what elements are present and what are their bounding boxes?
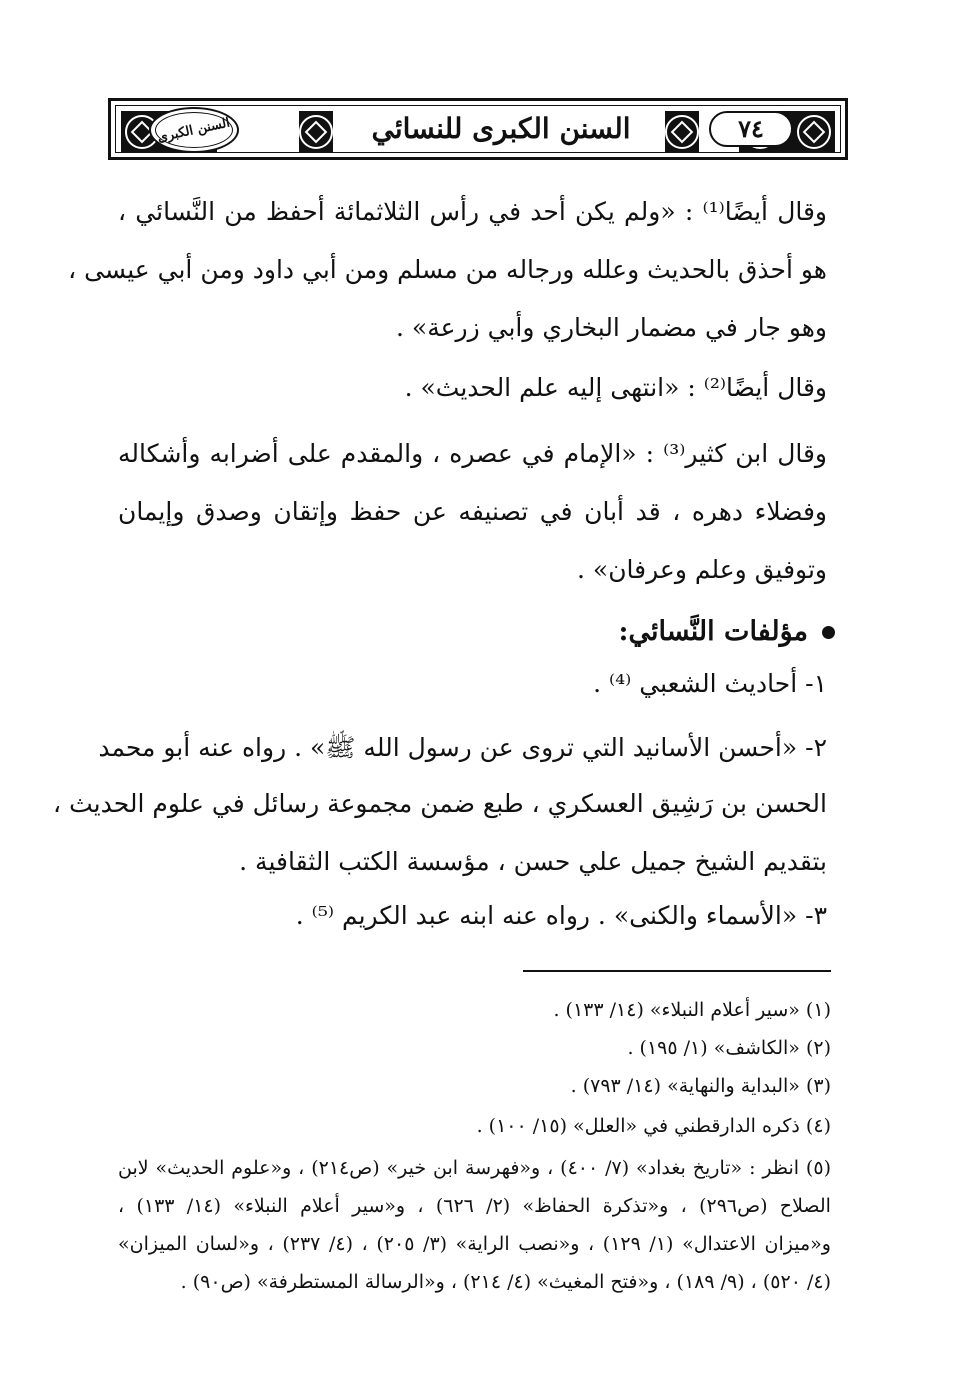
knot-ornament-icon (299, 115, 333, 149)
body-line: وتوفيق وعلم وعرفان» . (577, 555, 827, 584)
bullet-icon (822, 626, 835, 639)
body-line: وقال أيضًا⁽¹⁾ : «ولم يكن أحد في رأس الثلاثمائة أحفظ من النَّسائي ، (118, 197, 828, 226)
knot-ornament-icon (665, 115, 699, 149)
emblem-text: السنن الكبرى (156, 115, 232, 145)
work-item-continuation: الحسن بن رَشِيق العسكري ، طبع ضمن مجموعة رسائل في علوم الحديث ، (53, 789, 827, 818)
footnote: (٤) ذكره الدارقطني في «العلل» (١٥/ ١٠٠) . (476, 1115, 831, 1137)
section-heading (618, 612, 835, 652)
page-header-banner (108, 98, 848, 160)
footnote-continuation: (٤/ ٥٢٠) ، (٩/ ١٨٩) ، و«فتح المغيث» (٤/ ٢١٤) ، و«الرسالة المستطرفة» (ص٩٠) . (180, 1271, 831, 1293)
body-line: هو أحذق بالحديث وعلله ورجاله من مسلم ومن أبي داود ومن أبي عيسى ، (68, 255, 827, 284)
footnote: (٥) انظر : «تاريخ بغداد» (٧/ ٤٠٠) ، و«فهرسة ابن خير» (ص٢١٤) ، و«علوم الحديث» لابن (118, 1157, 831, 1179)
body-line: وقال أيضًا⁽²⁾ : «انتهى إليه علم الحديث» . (404, 373, 827, 402)
footnote: (٣) «البداية والنهاية» (١٤/ ٧٩٣) . (570, 1075, 831, 1097)
running-title: السنن الكبرى للنسائي (371, 112, 631, 145)
header-ornament-mid-right (665, 111, 699, 153)
body-line: وهو جار في مضمار البخاري وأبي زرعة» . (396, 313, 827, 342)
knot-ornament-icon (797, 115, 831, 149)
body-line: وفضلاء دهره ، قد أبان في تصنيفه عن حفظ وإتقان وصدق وإيمان (118, 497, 827, 526)
footnote-divider (523, 970, 831, 972)
header-ornament-mid-left (299, 111, 333, 153)
page-number: ٧٤ (709, 111, 793, 147)
work-item-continuation: بتقديم الشيخ جميل علي حسن ، مؤسسة الكتب الثقافية . (239, 847, 827, 876)
body-line: وقال ابن كثير⁽³⁾ : «الإمام في عصره ، والمقدم على أضرابه وأشكاله (118, 439, 827, 468)
footnote: (١) «سير أعلام النبلاء» (١٤/ ١٣٣) . (553, 999, 831, 1021)
footnote: (٢) «الكاشف» (١/ ١٩٥) . (627, 1037, 831, 1059)
work-item: ٢- «أحسن الأسانيد التي تروى عن رسول الله ﷺ» . رواه عنه أبو محمد (98, 733, 827, 762)
footnote-continuation: الصلاح (ص٢٩٦) ، و«تذكرة الحفاظ» (٢/ ٦٢٦) ، و«سير أعلام النبلاء» (١٤/ ١٣٣) ، (118, 1195, 831, 1217)
work-item: ١- أحاديث الشعبي ⁽⁴⁾ . (593, 669, 827, 698)
footnote-continuation: و«ميزان الاعتدال» (١/ ١٢٩) ، و«نصب الراية» (٣/ ٢٠٥) ، (٤/ ٢٣٧) ، و«لسان الميزان» (118, 1233, 831, 1255)
work-item: ٣- «الأسماء والكنى» . رواه عنه ابنه عبد الكريم ⁽⁵⁾ . (295, 901, 827, 930)
section-heading-text: مؤلفات النَّسائي: (618, 616, 808, 647)
book-emblem-logo (149, 107, 239, 153)
